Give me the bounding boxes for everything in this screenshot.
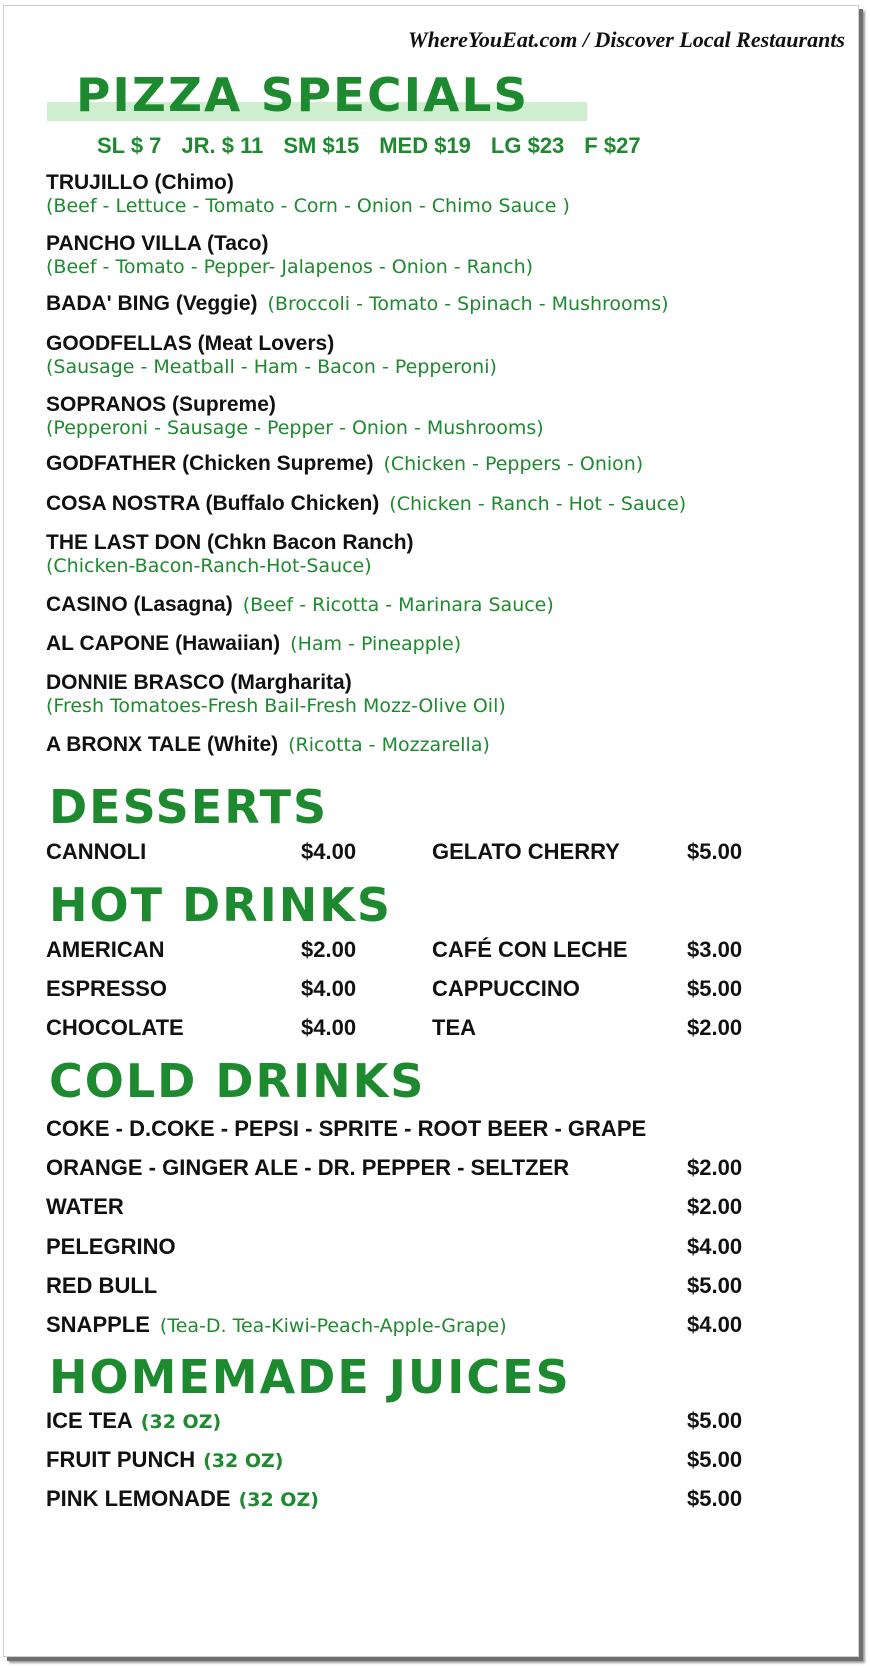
pizza-name: PANCHO VILLA (Taco)	[46, 232, 269, 255]
drink-price: $2.00	[687, 1015, 743, 1040]
pizza-item	[46, 393, 544, 439]
pizza-name: SOPRANOS (Supreme)	[46, 393, 276, 416]
dessert-price: $5.00	[687, 839, 743, 864]
size-price: LG $23	[490, 133, 565, 158]
juice-price: $5.00	[687, 1486, 743, 1511]
drink-name: CAPPUCCINO	[432, 976, 580, 1001]
drink-name: ESPRESSO	[46, 976, 168, 1001]
drink-price: $5.00	[687, 1273, 743, 1298]
dessert-name: GELATO CHERRY	[432, 839, 620, 864]
soda-list: ORANGE - GINGER ALE - DR. PEPPER - SELTZER	[46, 1155, 570, 1180]
size-price: F $27	[584, 133, 641, 158]
pizza-sizes	[97, 133, 661, 159]
pizza-item	[46, 171, 570, 217]
drink-price: $2.00	[687, 1194, 743, 1219]
pizza-name: GODFATHER (Chicken Supreme)	[46, 452, 374, 475]
pizza-name: CASINO (Lasagna)	[46, 593, 233, 616]
drink-name: CAFÉ CON LECHE	[432, 937, 628, 962]
drink-name: AMERICAN	[46, 937, 165, 962]
drink-name: WATER	[46, 1194, 124, 1219]
pizza-name: A BRONX TALE (White)	[46, 733, 279, 756]
pizza-item	[46, 452, 643, 476]
size-price: SL $ 7	[97, 133, 162, 158]
juice-size: (32 OZ)	[238, 1489, 319, 1511]
pizza-specials-heading: PIZZA SPECIALS	[76, 68, 530, 122]
juice-price: $5.00	[687, 1447, 743, 1472]
pizza-toppings: (Chicken - Peppers - Onion)	[383, 453, 644, 475]
pizza-item	[46, 332, 497, 378]
drink-name: PELEGRINO	[46, 1234, 176, 1259]
pizza-name: TRUJILLO (Chimo)	[46, 171, 234, 194]
drink-name: TEA	[432, 1015, 476, 1040]
menu-page	[3, 5, 859, 1657]
soda-price: $2.00	[687, 1155, 743, 1180]
hot-drinks-heading: HOT DRINKS	[49, 878, 392, 932]
pizza-toppings: (Sausage - Meatball - Ham - Bacon - Pepperoni)	[46, 356, 497, 378]
snapple-item	[46, 1312, 507, 1338]
pizza-name: THE LAST DON (Chkn Bacon Ranch)	[46, 531, 414, 554]
drink-price: $4.00	[301, 976, 357, 1001]
pizza-name: BADA' BING (Veggie)	[46, 292, 258, 315]
juice-price: $5.00	[687, 1408, 743, 1433]
pizza-toppings: (Beef - Lettuce - Tomato - Corn - Onion - Chimo Sauce )	[46, 195, 570, 217]
pizza-name: GOODFELLAS (Meat Lovers)	[46, 332, 335, 355]
drink-price: $2.00	[301, 937, 357, 962]
pizza-item	[46, 531, 414, 577]
juice-size: (32 OZ)	[140, 1411, 222, 1433]
dessert-name: CANNOLI	[46, 839, 147, 864]
drink-name: RED BULL	[46, 1273, 158, 1298]
pizza-item	[46, 593, 554, 617]
juice-item	[46, 1486, 319, 1512]
pizza-toppings: (Fresh Tomatoes-Fresh Bail-Fresh Mozz-Olive Oil)	[46, 695, 506, 717]
pizza-item	[46, 292, 669, 316]
pizza-item	[46, 671, 506, 717]
pizza-name: AL CAPONE (Hawaiian)	[46, 632, 281, 655]
pizza-item	[46, 733, 490, 757]
pizza-toppings: (Chicken - Ranch - Hot - Sauce)	[389, 493, 687, 515]
dessert-price: $4.00	[301, 839, 357, 864]
snapple-flavors: (Tea-D. Tea-Kiwi-Peach-Apple-Grape)	[159, 1315, 507, 1337]
drink-name: SNAPPLE	[46, 1312, 150, 1337]
soda-list: COKE - D.COKE - PEPSI - SPRITE - ROOT BEER - GRAPE	[46, 1116, 647, 1141]
juice-size: (32 OZ)	[203, 1450, 284, 1472]
drink-price: $4.00	[687, 1312, 743, 1337]
juice-name: PINK LEMONADE	[46, 1486, 231, 1511]
drink-price: $4.00	[301, 1015, 357, 1040]
cold-drinks-heading: COLD DRINKS	[49, 1054, 426, 1108]
drink-name: CHOCOLATE	[46, 1015, 184, 1040]
size-price: SM $15	[283, 133, 360, 158]
pizza-toppings: (Pepperoni - Sausage - Pepper - Onion - Mushrooms)	[46, 417, 544, 439]
pizza-toppings: (Beef - Ricotta - Marinara Sauce)	[242, 594, 554, 616]
juice-name: FRUIT PUNCH	[46, 1447, 196, 1472]
pizza-item	[46, 492, 686, 516]
desserts-heading: DESSERTS	[49, 780, 329, 834]
pizza-toppings: (Ricotta - Mozzarella)	[288, 734, 490, 756]
watermark-text: WhereYouEat.com / Discover Local Restaurants	[408, 27, 845, 52]
homemade-juices-heading: HOMEMADE JUICES	[49, 1350, 571, 1404]
juice-name: ICE TEA	[46, 1408, 133, 1433]
size-price: MED $19	[379, 133, 471, 158]
size-price: JR. $ 11	[181, 133, 264, 158]
pizza-item	[46, 632, 461, 656]
drink-price: $3.00	[687, 937, 743, 962]
pizza-toppings: (Chicken-Bacon-Ranch-Hot-Sauce)	[46, 555, 372, 577]
juice-item	[46, 1447, 283, 1473]
drink-price: $4.00	[687, 1234, 743, 1259]
pizza-toppings: (Broccoli - Tomato - Spinach - Mushrooms)	[267, 293, 669, 315]
juice-item	[46, 1408, 221, 1434]
pizza-toppings: (Ham - Pineapple)	[290, 633, 462, 655]
pizza-item	[46, 232, 533, 278]
pizza-name: DONNIE BRASCO (Margharita)	[46, 671, 352, 694]
drink-price: $5.00	[687, 976, 743, 1001]
pizza-name: COSA NOSTRA (Buffalo Chicken)	[46, 492, 380, 515]
pizza-toppings: (Beef - Tomato - Pepper- Jalapenos - Onion - Ranch)	[46, 256, 534, 278]
